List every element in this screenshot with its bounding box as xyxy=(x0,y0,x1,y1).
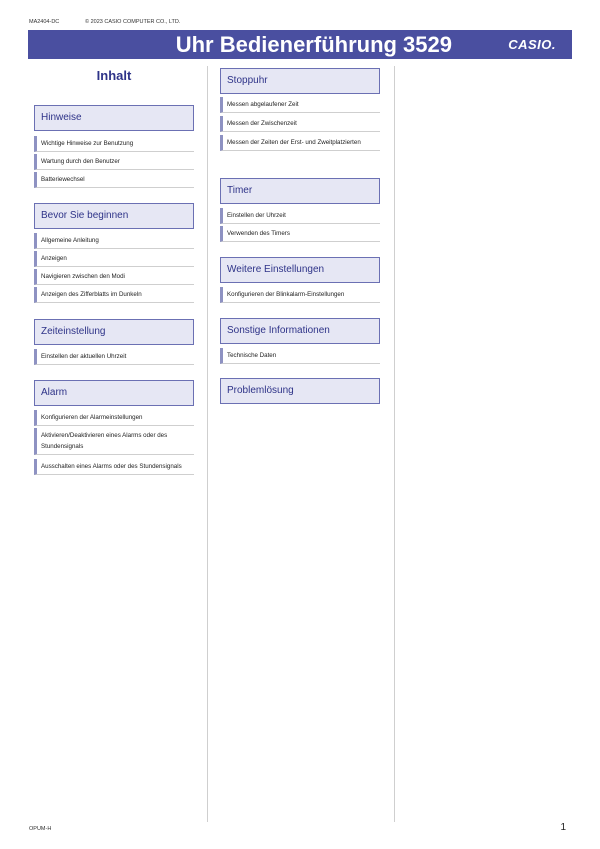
footer-code: OPUM-H xyxy=(29,826,52,832)
section-timer[interactable]: Timer xyxy=(220,178,380,204)
section-problemloesung[interactable]: Problemlösung xyxy=(220,378,380,404)
toc-link[interactable]: Ausschalten eines Alarms oder des Stundensignals xyxy=(34,459,194,475)
toc-link[interactable]: Technische Daten xyxy=(220,348,380,364)
toc-link[interactable]: Einstellen der aktuellen Uhrzeit xyxy=(34,349,194,365)
toc-heading: Inhalt xyxy=(96,68,132,83)
toc-link[interactable]: Verwenden des Timers xyxy=(220,226,380,242)
toc-link[interactable]: Einstellen der Uhrzeit xyxy=(220,208,380,224)
toc-link[interactable]: Allgemeine Anleitung xyxy=(34,233,194,249)
page-number: 1 xyxy=(560,822,566,833)
toc-link[interactable]: Konfigurieren der Blinkalarm-Einstellungen xyxy=(220,287,380,303)
toc-link[interactable]: Aktivieren/Deaktivieren eines Alarms oder des Stundensignals xyxy=(34,428,194,455)
toc-link[interactable]: Messen der Zeiten der Erst- und Zweitplatzierten xyxy=(220,135,380,151)
column-divider xyxy=(207,66,208,822)
copyright: © 2023 CASIO COMPUTER CO., LTD. xyxy=(85,19,181,25)
toc-link[interactable]: Anzeigen des Zifferblatts im Dunkeln xyxy=(34,287,194,303)
document-meta xyxy=(29,19,181,25)
page-title: Uhr Bedienerführung 3529 xyxy=(175,32,452,57)
section-weitere-einstellungen[interactable]: Weitere Einstellungen xyxy=(220,257,380,283)
section-hinweise[interactable]: Hinweise xyxy=(34,105,194,131)
toc-link[interactable]: Navigieren zwischen den Modi xyxy=(34,269,194,285)
title-bar xyxy=(28,30,572,59)
toc-link[interactable]: Anzeigen xyxy=(34,251,194,267)
section-alarm[interactable]: Alarm xyxy=(34,380,194,406)
toc-link[interactable]: Konfigurieren der Alarmeinstellungen xyxy=(34,410,194,426)
section-zeiteinstellung[interactable]: Zeiteinstellung xyxy=(34,319,194,345)
document-code: MA2404-DC xyxy=(29,19,60,25)
section-stoppuhr[interactable]: Stoppuhr xyxy=(220,68,380,94)
toc-link[interactable]: Batteriewechsel xyxy=(34,172,194,188)
toc-link[interactable]: Messen abgelaufener Zeit xyxy=(220,97,380,113)
column-divider xyxy=(394,66,395,822)
casio-logo: CASIO. xyxy=(508,37,556,52)
toc-link[interactable]: Wartung durch den Benutzer xyxy=(34,154,194,170)
section-bevor-sie-beginnen[interactable]: Bevor Sie beginnen xyxy=(34,203,194,229)
toc-link[interactable]: Wichtige Hinweise zur Benutzung xyxy=(34,136,194,152)
section-sonstige-informationen[interactable]: Sonstige Informationen xyxy=(220,318,380,344)
toc-link[interactable]: Messen der Zwischenzeit xyxy=(220,116,380,132)
